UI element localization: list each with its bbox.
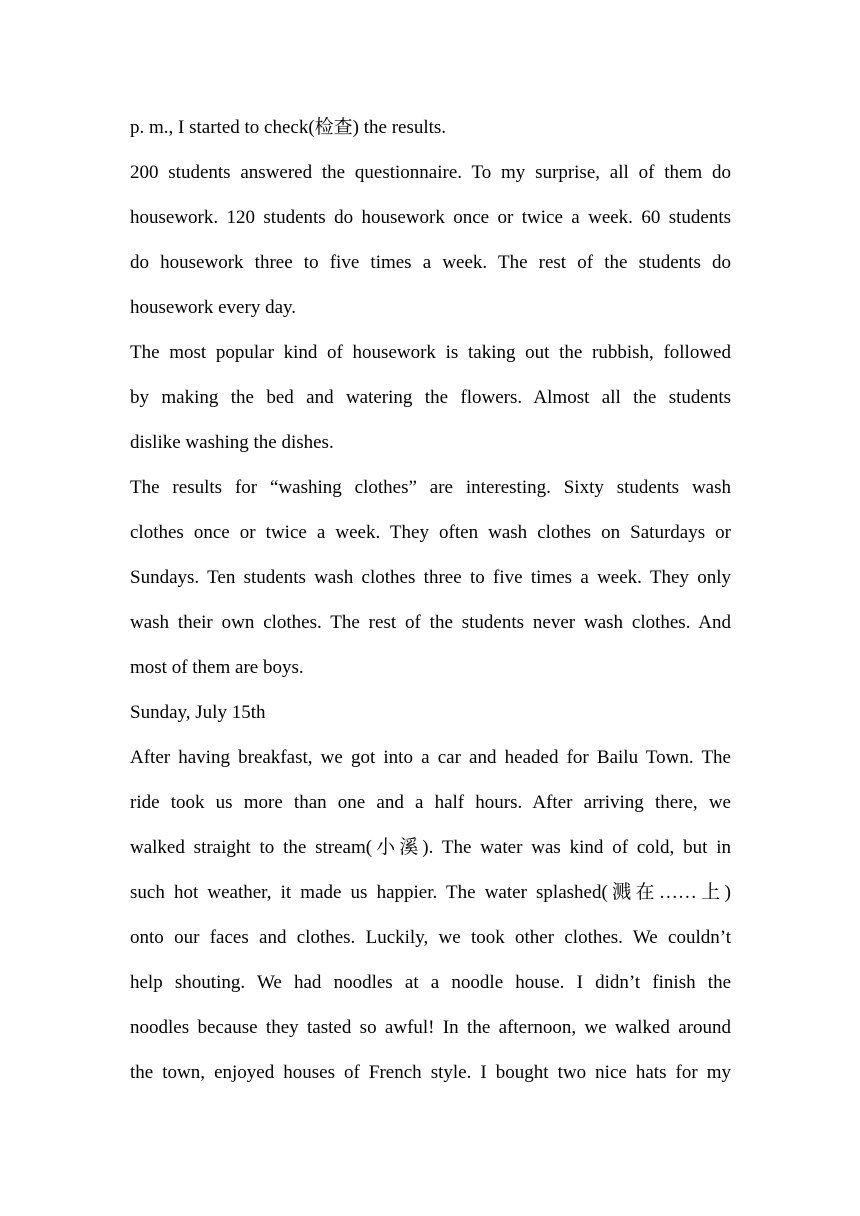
text-line: dislike washing the dishes. [130,432,334,453]
text-line: such hot weather, it made us happier. The water splashed(溅在……上) [130,882,731,903]
text-line: help shouting. We had noodles at a noodle house. I didn’t finish the [130,972,731,993]
text-line: noodles because they tasted so awful! In the afternoon, we walked around [130,1017,731,1038]
text-line: wash their own clothes. The rest of the students never wash clothes. And [130,612,731,633]
text-line: the town, enjoyed houses of French style. I bought two nice hats for my [130,1062,731,1083]
text-line: The results for “washing clothes” are interesting. Sixty students wash [130,477,731,498]
text-line: do housework three to five times a week. The rest of the students do [130,252,731,273]
document-page [130,105,731,1095]
text-line: housework. 120 students do housework once or twice a week. 60 students [130,207,731,228]
text-line: walked straight to the stream(小溪). The water was kind of cold, but in [130,837,731,858]
text-line: onto our faces and clothes. Luckily, we took other clothes. We couldn’t [130,927,731,948]
date-heading: Sunday, July 15th [130,702,266,723]
text-line: clothes once or twice a week. They often wash clothes on Saturdays or [130,522,731,543]
text-line: After having breakfast, we got into a car and headed for Bailu Town. The [130,747,731,768]
text-line: Sundays. Ten students wash clothes three to five times a week. They only [130,567,731,588]
text-line: housework every day. [130,297,297,318]
text-line: by making the bed and watering the flowers. Almost all the students [130,387,731,408]
text-line: p. m., I started to check(检查) the results. [130,117,447,138]
text-line: The most popular kind of housework is taking out the rubbish, followed [130,342,731,363]
text-line: ride took us more than one and a half hours. After arriving there, we [130,792,731,813]
text-line: most of them are boys. [130,657,304,678]
text-line: 200 students answered the questionnaire. To my surprise, all of them do [130,162,731,183]
